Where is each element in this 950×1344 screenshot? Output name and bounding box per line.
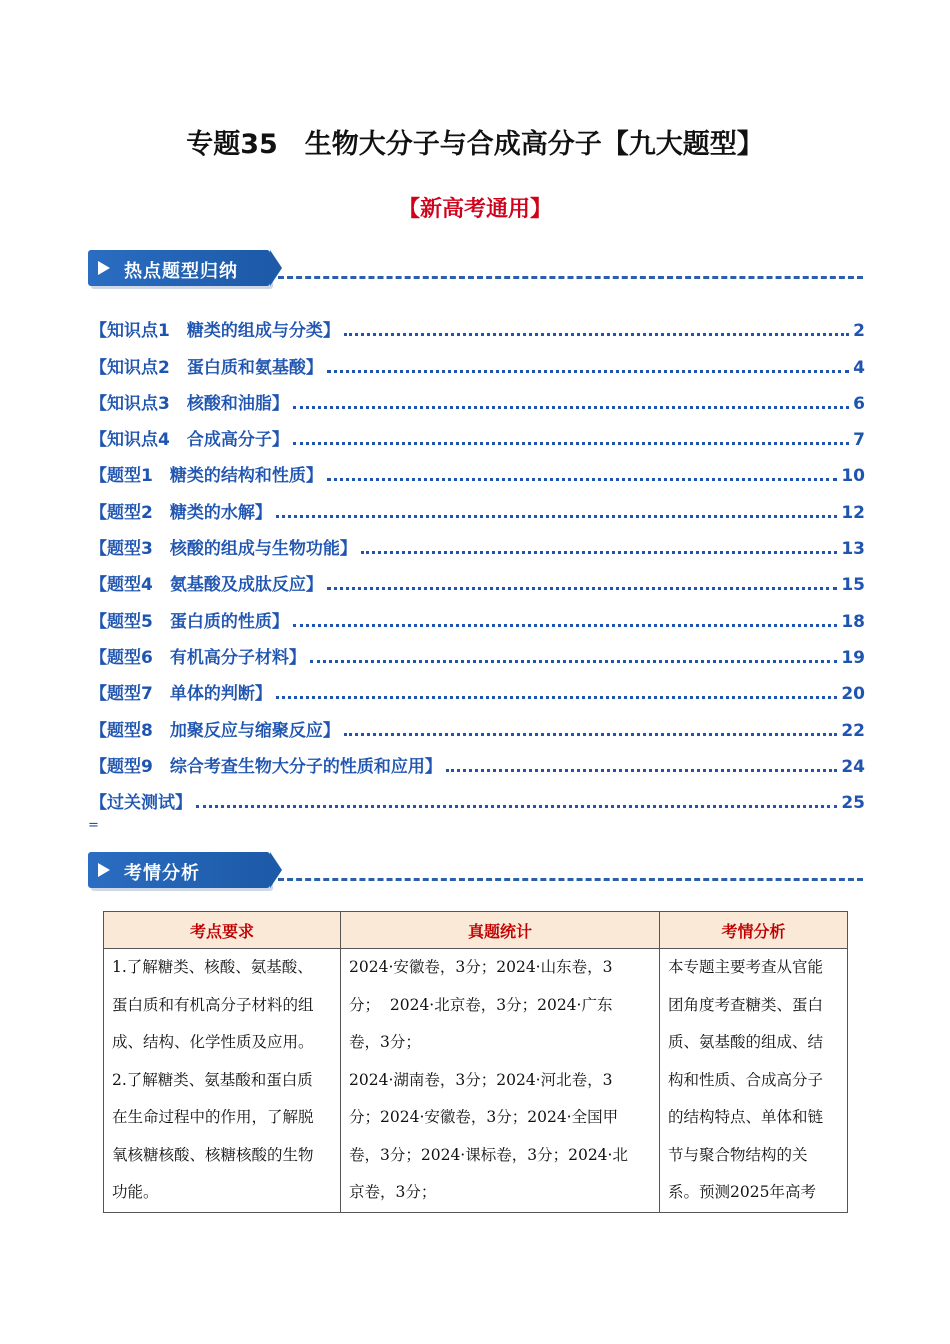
toc-entry-page: 10 (841, 466, 865, 487)
toc-dot-leader (344, 733, 838, 736)
toc-entry-page: 12 (841, 502, 865, 523)
cell-text-line: 卷，3分； (349, 1033, 421, 1051)
toc-entry[interactable] (90, 704, 865, 740)
cell-text-line: 2024·湖南卷，3分；2024·河北卷，3 (349, 1070, 613, 1089)
toc-dot-leader (276, 515, 837, 518)
dashed-divider (278, 276, 863, 279)
cell-statistics (341, 949, 660, 1213)
toc-entry-page: 6 (853, 393, 865, 414)
toc-entry-label: 【题型1 糖类的结构和性质】 (90, 466, 323, 487)
table-of-contents (90, 305, 865, 813)
section-title: 热点题型归纳 (124, 261, 238, 282)
section-tag (88, 250, 270, 286)
cell-requirements (104, 949, 341, 1213)
toc-entry[interactable] (90, 305, 865, 341)
tag-fold-decoration (270, 852, 282, 888)
exam-analysis-table (103, 911, 848, 1213)
cell-text-line: 蛋白质和有机高分子材料的组 (112, 995, 314, 1014)
toc-entry[interactable] (90, 414, 865, 450)
toc-dot-leader (293, 442, 849, 445)
toc-entry[interactable] (90, 741, 865, 777)
toc-entry-page: 4 (853, 357, 865, 378)
cell-text-line: 功能。 (112, 1183, 159, 1201)
cell-text-line: 系。预测2025年高考 (668, 1183, 816, 1201)
section-title: 考情分析 (124, 863, 200, 884)
toc-entry-page: 25 (841, 793, 865, 814)
cell-text-line: 氧核糖核酸、核糖核酸的生物 (112, 1145, 314, 1164)
toc-dot-leader (327, 587, 838, 590)
toc-entry[interactable] (90, 777, 865, 813)
dashed-divider (278, 878, 863, 881)
toc-dot-leader (293, 406, 849, 409)
toc-entry-label: 【题型8 加聚反应与缩聚反应】 (90, 720, 340, 741)
page-subtitle: 【新高考通用】 (397, 197, 552, 222)
cell-text-line: 节与聚合物结构的关 (668, 1145, 808, 1164)
tag-fold-decoration (270, 250, 282, 286)
toc-entry-label: 【知识点4 合成高分子】 (90, 430, 289, 451)
toc-entry-label: 【题型7 单体的判断】 (90, 684, 272, 705)
toc-dot-leader (293, 624, 838, 627)
play-triangle-icon (98, 261, 110, 275)
toc-entry[interactable] (90, 595, 865, 631)
toc-entry-page: 13 (841, 539, 865, 560)
toc-entry[interactable] (90, 668, 865, 704)
toc-dot-leader (361, 551, 838, 554)
header-statistics: 真题统计 (341, 912, 660, 949)
play-triangle-icon (98, 863, 110, 877)
toc-entry[interactable] (90, 450, 865, 486)
cell-text-line: 分；2024·安徽卷，3分；2024·全国甲 (349, 1108, 619, 1126)
toc-entry-label: 【题型2 糖类的水解】 (90, 502, 272, 523)
cell-text-line: 成、结构、化学性质及应用。 (112, 1033, 314, 1051)
cell-text-line: 卷，3分；2024·课标卷，3分；2024·北 (349, 1145, 628, 1164)
page-title: 专题35 生物大分子与合成高分子【九大题型】 (186, 129, 764, 160)
header-requirements: 考点要求 (104, 912, 341, 949)
toc-entry-page: 7 (853, 430, 865, 451)
toc-dot-leader (446, 769, 838, 772)
cell-text-line: 在生命过程中的作用，了解脱 (112, 1108, 314, 1126)
cell-text-line: 本专题主要考查从官能 (668, 958, 824, 976)
cell-text-line: 1.了解糖类、核酸、氨基酸、 (112, 958, 313, 976)
toc-dot-leader (344, 333, 849, 336)
toc-entry-page: 20 (841, 684, 865, 705)
section-header-toc (88, 250, 863, 290)
cell-text-line: 的结构特点、单体和链 (668, 1108, 824, 1126)
toc-entry-page: 19 (841, 647, 865, 668)
cell-text-line: 2024·安徽卷，3分；2024·山东卷，3 (349, 958, 613, 976)
cell-text-line: 质、氨基酸的组成、结 (668, 1033, 824, 1051)
stray-mark: = (88, 818, 99, 833)
toc-dot-leader (196, 805, 837, 808)
toc-entry-page: 2 (853, 321, 865, 342)
toc-entry-label: 【知识点2 蛋白质和氨基酸】 (90, 357, 323, 378)
toc-dot-leader (310, 660, 838, 663)
toc-entry[interactable] (90, 523, 865, 559)
toc-entry-label: 【知识点1 糖类的组成与分类】 (90, 321, 340, 342)
toc-entry[interactable] (90, 559, 865, 595)
toc-entry-label: 【题型3 核酸的组成与生物功能】 (90, 539, 357, 560)
toc-dot-leader (327, 370, 849, 373)
toc-entry-page: 18 (841, 611, 865, 632)
toc-entry-page: 24 (841, 756, 865, 777)
toc-entry-page: 15 (841, 575, 865, 596)
toc-dot-leader (276, 696, 837, 699)
toc-entry[interactable] (90, 378, 865, 414)
section-header-analysis (88, 852, 863, 892)
header-analysis: 考情分析 (660, 912, 848, 949)
toc-dot-leader (327, 478, 838, 481)
toc-entry-label: 【知识点3 核酸和油脂】 (90, 393, 289, 414)
table-header-row (104, 912, 848, 949)
toc-entry[interactable] (90, 486, 865, 522)
toc-entry-label: 【题型5 蛋白质的性质】 (90, 611, 289, 632)
cell-text-line: 2.了解糖类、氨基酸和蛋白质 (112, 1070, 313, 1089)
table-row (104, 949, 848, 1213)
toc-entry[interactable] (90, 341, 865, 377)
cell-analysis (660, 949, 848, 1213)
toc-entry-label: 【题型6 有机高分子材料】 (90, 647, 306, 668)
cell-text-line: 分； 2024·北京卷，3分；2024·广东 (349, 995, 613, 1014)
section-tag (88, 852, 270, 888)
cell-text-line: 京卷，3分； (349, 1183, 437, 1201)
toc-entry-label: 【过关测试】 (90, 793, 192, 814)
cell-text-line: 团角度考查糖类、蛋白 (668, 995, 824, 1014)
toc-entry-label: 【题型9 综合考查生物大分子的性质和应用】 (90, 756, 442, 777)
cell-text-line: 构和性质、合成高分子 (668, 1070, 824, 1089)
toc-entry-page: 22 (841, 720, 865, 741)
toc-entry-label: 【题型4 氨基酸及成肽反应】 (90, 575, 323, 596)
toc-entry[interactable] (90, 632, 865, 668)
